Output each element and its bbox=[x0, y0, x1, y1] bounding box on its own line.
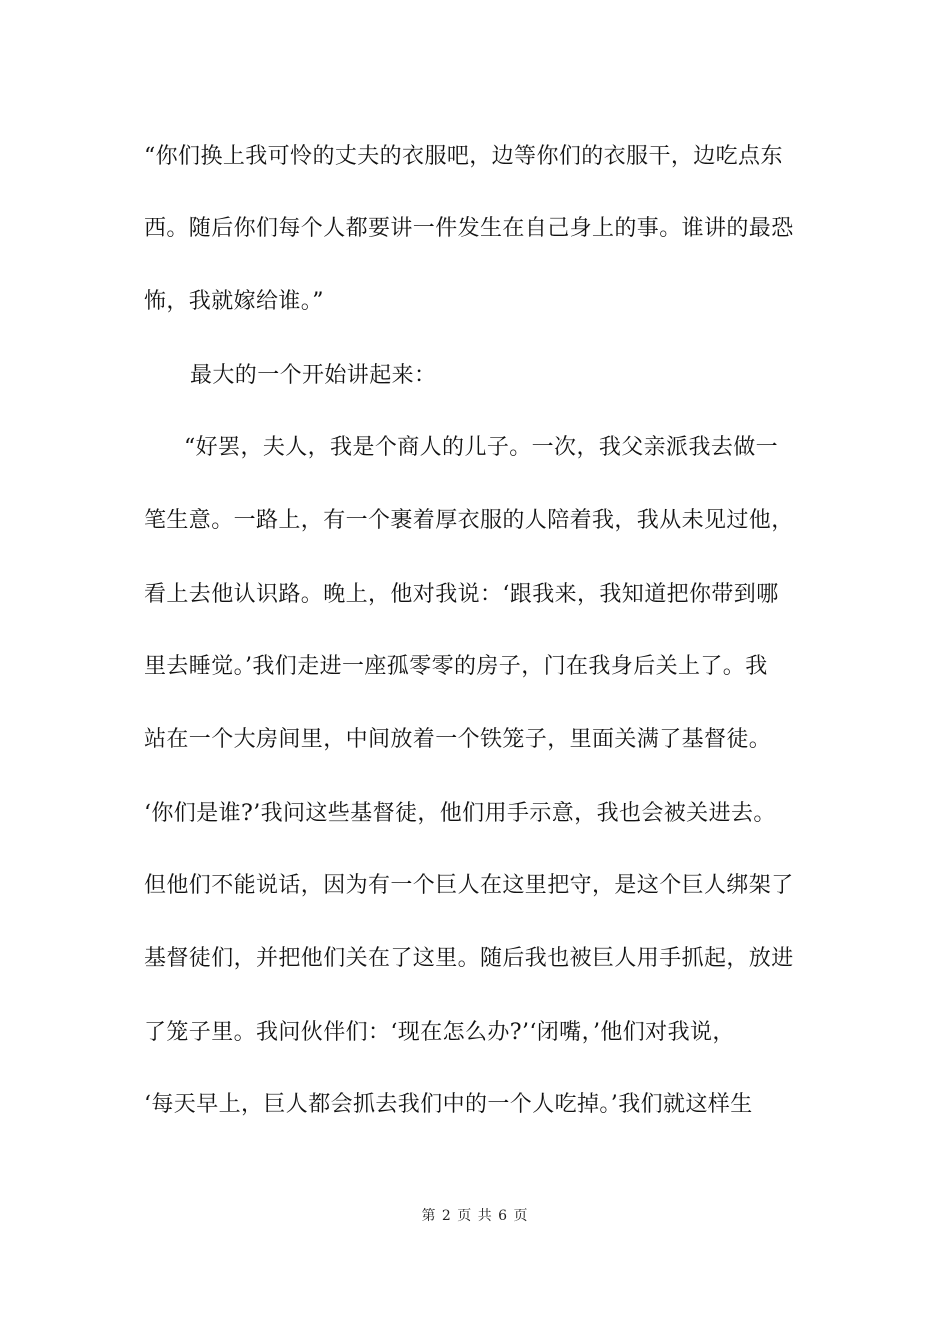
body-text-line: ‘每天早上，巨人都会抓去我们中的一个人吃掉。’我们就这样生 bbox=[144, 1092, 753, 1117]
body-text-line: 站在一个大房间里，中间放着一个铁笼子，里面关满了基督徒。 bbox=[144, 727, 772, 752]
body-text-line: 基督徒们，并把他们关在了这里。随后我也被巨人用手抓起，放进 bbox=[144, 946, 794, 971]
body-text-line: 看上去他认识路。晚上，他对我说：‘跟我来，我知道把你带到哪 bbox=[144, 582, 779, 607]
body-text-line: “你们换上我可怜的丈夫的衣服吧，边等你们的衣服干，边吃点东 bbox=[144, 144, 783, 169]
body-text-line: “好罢，夫人，我是个商人的儿子。一次，我父亲派我去做一 bbox=[184, 435, 779, 460]
page-number-label: 第 2 页 共 6 页 bbox=[421, 1208, 529, 1224]
body-text-line: 怖，我就嫁给谁。” bbox=[144, 289, 324, 314]
body-text-line: 最大的一个开始讲起来： bbox=[190, 363, 437, 388]
body-text-line: 笔生意。一路上，有一个裹着厚衣服的人陪着我，我从未见过他， bbox=[144, 508, 794, 533]
body-text-line: 西。随后你们每个人都要讲一件发生在自己身上的事。谁讲的最恐 bbox=[144, 216, 794, 241]
body-text-line: 里去睡觉。’我们走进一座孤零零的房子，门在我身后关上了。我 bbox=[144, 654, 768, 679]
body-text-line: 了笼子里。我问伙伴们：‘现在怎么办?’‘闭嘴，’他们对我说， bbox=[144, 1020, 735, 1045]
body-text-line: 但他们不能说话，因为有一个巨人在这里把守，是这个巨人绑架了 bbox=[144, 873, 794, 898]
body-text-line: ‘你们是谁?’我问这些基督徒，他们用手示意，我也会被关进去。 bbox=[144, 801, 776, 826]
page-footer bbox=[0, 1206, 950, 1226]
